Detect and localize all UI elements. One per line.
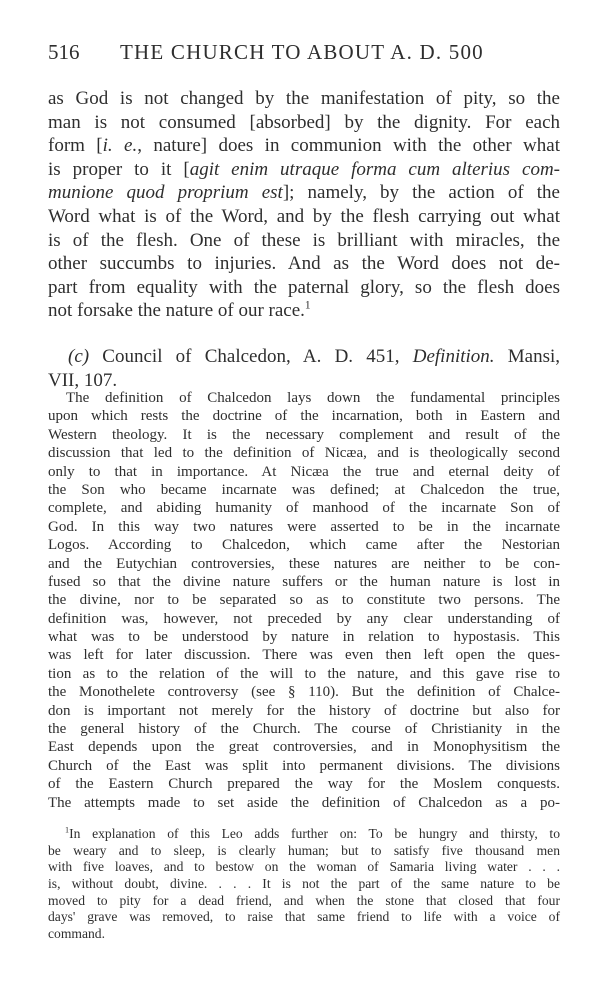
text-line — [48, 229, 560, 253]
text-line — [48, 463, 560, 481]
footnote-marker: 1 — [304, 300, 311, 313]
text-run: Council of Chalcedon, A. D. 451, — [89, 346, 413, 367]
text-line — [48, 252, 560, 276]
text-run: ]; namely, by the action of the — [282, 182, 560, 204]
text-line — [48, 859, 560, 876]
text-run: part from equality with the paternal glory, so the flesh does — [48, 276, 560, 298]
italic-text: (c) — [68, 346, 90, 367]
text-run: The attempts made to set aside the definition of Chalcedon as a po- — [48, 794, 560, 811]
text-run: man is not consumed [absorbed] by the dignity. For each — [48, 111, 560, 133]
text-line — [48, 276, 560, 300]
text-run: In explanation of this Leo adds further on: To be hungry and thirsty, to — [69, 826, 560, 841]
text-run: Logos. According to Chalcedon, which came after the Nestorian — [48, 537, 560, 554]
text-line — [48, 926, 560, 943]
text-line — [48, 843, 560, 860]
page-number: 516 — [48, 40, 80, 64]
text-line — [48, 702, 560, 720]
text-line — [48, 591, 560, 609]
text-line — [48, 555, 560, 573]
text-run: the Monothelete controversy (see § 110). But the definition of Chalce- — [48, 684, 560, 701]
text-line — [48, 573, 560, 591]
text-run: The definition of Chalcedon lays down the fundamental principles — [66, 390, 560, 406]
text-line — [48, 757, 560, 775]
text-line — [48, 683, 560, 701]
text-line — [48, 481, 560, 499]
text-run: command. — [48, 926, 106, 942]
text-run: upon which rests the doctrine of the incarnation, both in Eastern and — [48, 408, 560, 425]
running-title: THE CHURCH TO ABOUT A. D. 500 — [120, 40, 484, 64]
text-line — [48, 610, 560, 628]
text-line — [48, 665, 560, 683]
italic-text: agit enim utraque forma cum alterius com- — [189, 158, 560, 180]
text-line — [48, 87, 560, 111]
footnote-marker: 1 — [65, 825, 70, 835]
text-run: God. In this way two natures were asserted to be in the incarnate — [48, 518, 560, 535]
text-run: fused so that the divine nature suffers or the human nature is lost in — [48, 573, 560, 590]
text-line — [48, 444, 560, 462]
text-run: form [ — [48, 135, 103, 157]
text-line — [48, 345, 560, 369]
footnote — [48, 826, 560, 943]
text-run: moved to pity for a dead friend, and when the stone that closed that four — [48, 892, 560, 908]
text-run: Mansi, — [494, 346, 561, 367]
text-line — [48, 826, 560, 843]
text-run: is, without doubt, divine. . . . It is not the part of the same nature to be — [48, 876, 560, 892]
text-line — [48, 111, 560, 135]
italic-text: munione quod proprium est — [48, 182, 283, 204]
text-line — [48, 134, 560, 158]
text-line — [48, 407, 560, 425]
text-run: East depends upon the great controversies, and in Monophysitism the — [48, 739, 560, 756]
text-line — [48, 794, 560, 812]
text-run: Church of the East was split into permanent divisions. The divisions — [48, 757, 560, 774]
text-run: the divine, nor to be separated so as to constitute two persons. The — [48, 592, 560, 609]
text-run: of the Eastern Church prepared the way for the Moslem conquests. — [48, 776, 560, 793]
introduction-paragraph — [48, 389, 560, 812]
text-line — [48, 299, 560, 323]
text-line — [48, 893, 560, 910]
text-run: as God is not changed by the manifestation of pity, so the — [48, 88, 560, 109]
text-run: the general history of the Church. The course of Christianity in the — [48, 721, 560, 738]
text-run: be weary and to sleep, is clearly human; but to satisfy five thousand men — [48, 842, 560, 858]
section-heading — [48, 345, 560, 392]
text-run: , nature] does in communion with the other what — [137, 135, 560, 157]
text-run: complete, and abiding humanity of manhood of the incarnate Son of — [48, 500, 560, 517]
text-line — [48, 426, 560, 444]
main-text — [48, 87, 560, 323]
text-run: tion as to the relation of the will to the nature, and this gave rise to — [48, 665, 560, 682]
text-run: definition was, however, not preceded by any clear understanding of — [48, 610, 560, 627]
text-run: only to that in importance. At Nicæa the true and eternal deity of — [48, 463, 560, 480]
text-run: don is important not merely for the history of doctrine but also for — [48, 702, 560, 719]
text-line — [48, 738, 560, 756]
running-header — [48, 40, 484, 65]
text-line — [48, 876, 560, 893]
text-line — [48, 389, 560, 407]
text-run: is of the flesh. One of these is brilliant with miracles, the — [48, 229, 560, 251]
text-line — [48, 158, 560, 182]
text-run: with five loaves, and to bestow on the woman of Samaria living water . . . — [48, 859, 560, 875]
text-line — [48, 909, 560, 926]
text-run: days' grave was removed, to raise that same friend to life with a voice of — [48, 909, 560, 925]
text-run: VII, 107. — [48, 369, 118, 391]
text-run: Word what is of the Word, and by the flesh carrying out what — [48, 205, 560, 227]
text-line — [48, 205, 560, 229]
text-run: discussion that led to the definition of Nicæa, and is theologically second — [48, 445, 560, 462]
text-run: the Son who became incarnate was defined; at Chalcedon the true, — [48, 481, 560, 498]
text-line — [48, 518, 560, 536]
text-line — [48, 628, 560, 646]
text-line — [48, 720, 560, 738]
text-run: other succumbs to injuries. And as the Word does not de- — [48, 253, 560, 275]
text-line — [48, 536, 560, 554]
text-run: what was to be understood by nature in relation to hypostasis. This — [48, 629, 560, 646]
text-line — [48, 499, 560, 517]
text-line — [48, 646, 560, 664]
text-run: is proper to it [ — [48, 158, 190, 180]
italic-text: i. e. — [102, 135, 138, 157]
text-line — [48, 775, 560, 793]
text-run: and the Eutychian controversies, these natures are neither to be con- — [48, 555, 560, 572]
text-line — [48, 181, 560, 205]
italic-text: Definition. — [412, 346, 495, 367]
text-run: Western theology. It is the necessary complement and result of the — [48, 426, 560, 443]
text-run: not forsake the nature of our race. — [48, 300, 305, 322]
text-run: was left for later discussion. There was even then left open the ques- — [48, 647, 560, 664]
